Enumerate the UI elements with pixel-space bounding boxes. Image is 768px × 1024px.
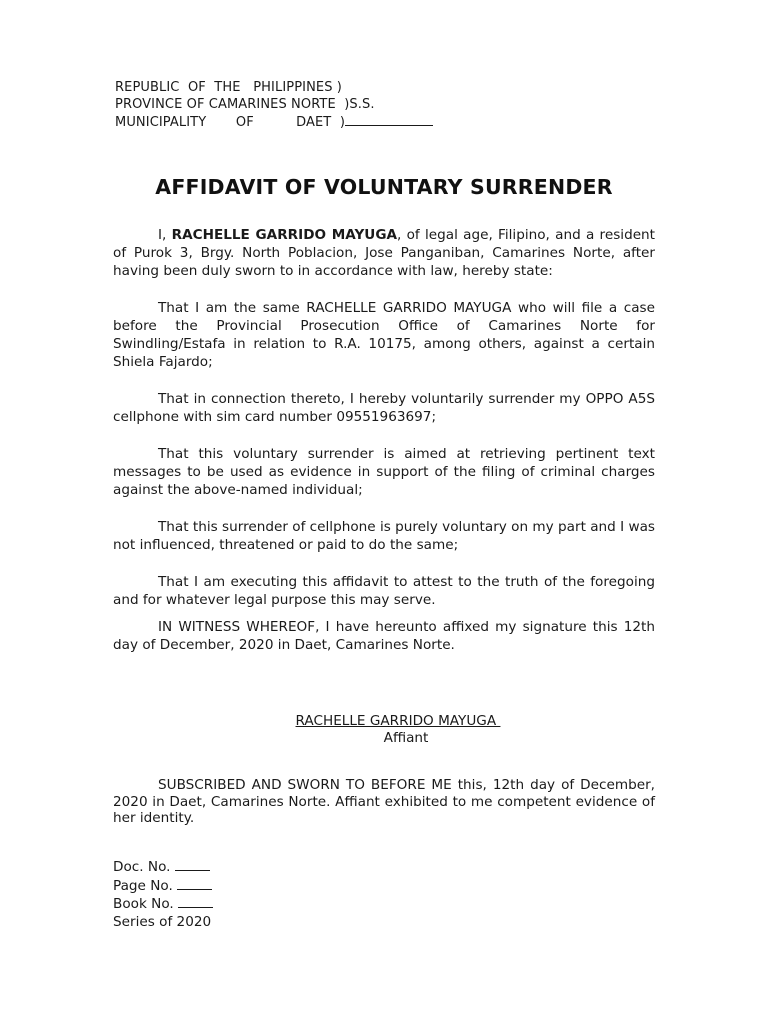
signature-name: RACHELLE GARRIDO MAYUGA xyxy=(295,713,501,729)
venue-block xyxy=(115,79,433,130)
venue-municipality-text: MUNICIPALITY OF DAET ) xyxy=(115,115,345,130)
jurat-block xyxy=(113,777,655,827)
venue-line-republic: REPUBLIC OF THE PHILIPPINES ) xyxy=(115,80,342,95)
book-no-row xyxy=(113,895,213,914)
doc-no-label: Doc. No. xyxy=(113,859,175,875)
jurat-text: SUBSCRIBED AND SWORN TO BEFORE ME this, 12th day of December, 2020 in Daet, Camarines Norte. Affiant exhibited to me competent evidence of her identity. xyxy=(113,777,655,826)
affidavit-body xyxy=(113,226,655,654)
book-no-label: Book No. xyxy=(113,896,179,912)
paragraph-voluntary: That this surrender of cellphone is purely voluntary on my part and I was not influenced, threatened or paid to do the same; xyxy=(113,519,655,553)
paragraph-purpose: That this voluntary surrender is aimed at retrieving pertinent text messages to be used as evidence in support of the filing of criminal charges against the above-named individual; xyxy=(113,446,655,498)
paragraph-surrender: That in connection thereto, I hereby voluntarily surrender my OPPO A5S cellphone with sim card number 09551963697; xyxy=(113,391,655,425)
document-title: AFFIDAVIT OF VOLUNTARY SURRENDER xyxy=(155,175,613,199)
witness-paragraph: IN WITNESS WHEREOF, I have hereunto affixed my signature this 12th day of December, 2020 in Daet, Camarines Norte. xyxy=(113,619,655,653)
series-row: Series of 2020 xyxy=(113,913,212,930)
page-no-row xyxy=(113,877,213,896)
signature-block xyxy=(0,713,768,747)
signature-role: Affiant xyxy=(383,730,429,746)
notarial-register xyxy=(113,858,213,931)
doc-no-blank xyxy=(175,858,210,871)
doc-no-row xyxy=(113,858,213,877)
venue-line-province: PROVINCE OF CAMARINES NORTE )S.S. xyxy=(115,97,375,112)
paragraph-attest: That I am executing this affidavit to attest to the truth of the foregoing and for whatever legal purpose this may serve. xyxy=(113,574,655,608)
venue-line-municipality xyxy=(115,113,433,130)
page-no-label: Page No. xyxy=(113,877,178,894)
page-no-blank xyxy=(177,877,212,890)
paragraph-identity: That I am the same RACHELLE GARRIDO MAYUGA who will file a case before the Provincial Prosecution Office of Camarines Norte for Swindling/Estafa in relation to R.A. 10175, among others, against a certain Shiela Fajardo; xyxy=(113,300,655,370)
intro-prefix: I, xyxy=(158,227,172,243)
intro-suffix: , of legal age, Filipino, and a resident of Purok 3, Brgy. North Poblacion, Jose Panganiban, Camarines Norte, after having been duly sworn to in accordance with law, hereby state: xyxy=(113,227,656,279)
intro-paragraph xyxy=(113,226,655,280)
venue-underline xyxy=(345,113,433,126)
affiant-name-bold: RACHELLE GARRIDO MAYUGA xyxy=(171,227,398,243)
book-no-blank xyxy=(178,895,213,908)
